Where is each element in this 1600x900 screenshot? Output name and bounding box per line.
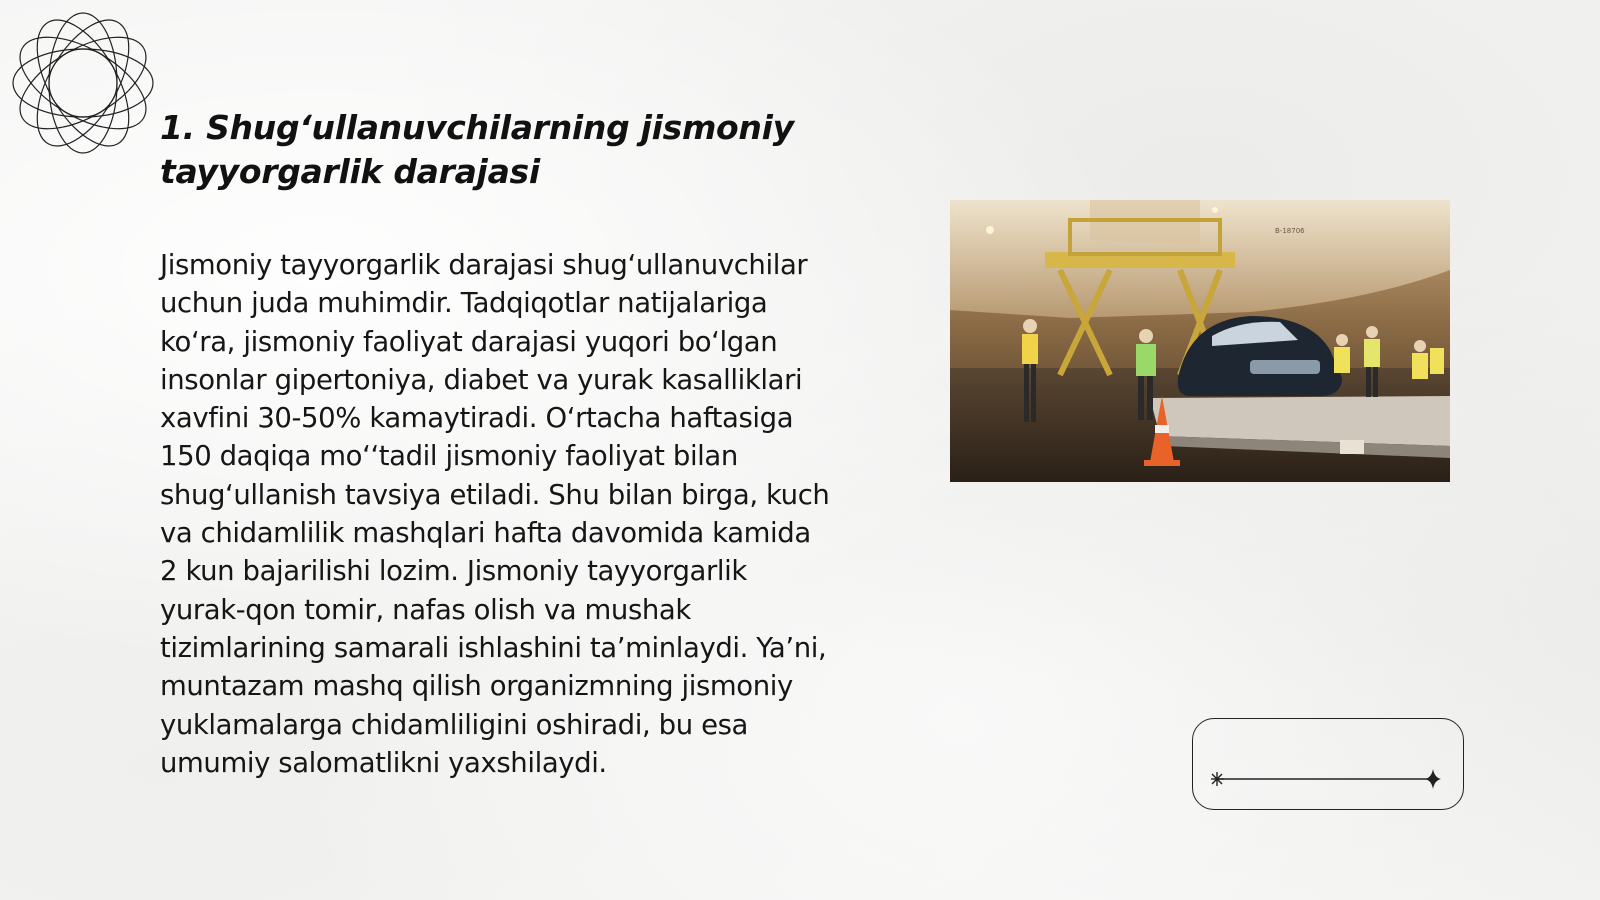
slide-body-text: Jismoniy tayyorgarlik darajasi shug‘ullanuvchilar uchun juda muhimdir. Tadqiqotlar natijalariga ko‘ra, jismoniy faoliyat darajasi yuqori bo‘lgan insonlar gipertoniya, diabet va yurak kasalliklari xavfini 30-50% kamaytiradi. O‘rtacha haftasiga 150 daqiqa mo‘‘tadil jismoniy faoliyat bilan shug‘ullanish tavsiya etiladi. Shu bilan birga, kuch va chidamlilik mashqlari hafta davomida kamida 2 kun bajarilishi lozim. Jismoniy tayyorgarlik yurak-qon tomir, nafas olish va mushak tizimlarining samarali ishlashini ta’minlaydi. Ya’ni, muntazam mashq qilish organizmning jismoniy yuklamalarga chidamliligini oshiradi, bu esa umumiy salomatlikni yaxshilaydi. [160,249,830,779]
svg-text:B-18706: B-18706 [1275,227,1305,235]
cargo-loading-photo [950,200,1450,482]
sparkle-icon [1425,769,1441,789]
photo-illustration [950,200,1450,482]
slide-title: 1. Shug‘ullanuvchilarning jismoniy tayyorgarlik darajasi [160,108,794,191]
decorative-divider-line [1211,769,1441,789]
starburst-icon [1211,772,1224,786]
decorative-caption-frame [1192,718,1464,810]
rings-ornament-icon [10,10,156,156]
